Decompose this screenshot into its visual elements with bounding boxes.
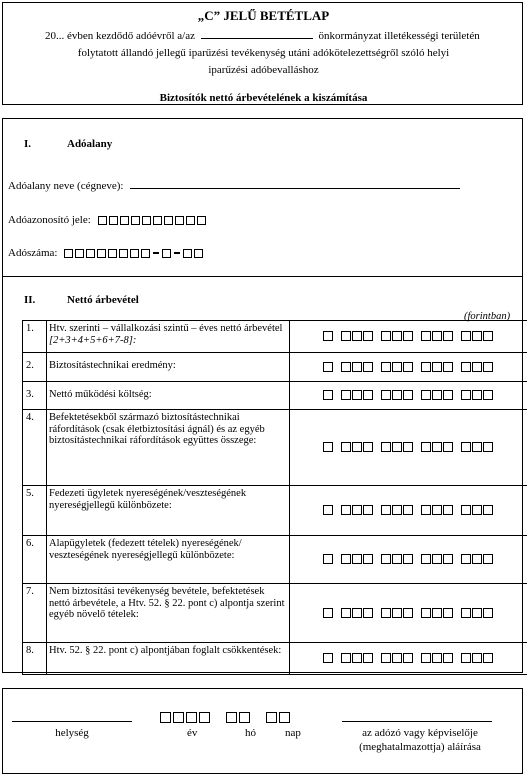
- amount-boxes[interactable]: [290, 382, 527, 410]
- place-field[interactable]: [12, 721, 132, 722]
- row-label: Htv. szerinti – vállalkozási szintű – éves nettó árbevétel [2+3+4+5+6+7-8]:: [47, 321, 290, 353]
- table-row: [23, 321, 527, 353]
- section1-title: Adóalany: [67, 138, 113, 150]
- row-number: 4.: [23, 410, 47, 486]
- amount-boxes[interactable]: [290, 486, 527, 536]
- signature-field[interactable]: [342, 721, 492, 722]
- signature-label-1: az adózó vagy képviselője: [362, 727, 478, 739]
- row-label: Befektetésekből származó biztosítástechnikai ráfordítások (csak életbiztosítási ágnál) és az egyéb biztosítástechnikai ráfordítások együttes összege:: [47, 410, 290, 486]
- taxpayer-name-label: Adóalany neve (cégneve):: [8, 180, 124, 192]
- row-number: 7.: [23, 584, 47, 643]
- table-row: [23, 584, 527, 643]
- table-row: [23, 410, 527, 486]
- section1-number: I.: [24, 138, 32, 150]
- section-divider: [2, 276, 523, 277]
- row-label: Nem biztosítási tevékenység bevétele, befektetések nettó árbevétele, a Htv. 52. § 22. pont c) alpontja szerint egyéb növelő tételek:: [47, 584, 290, 643]
- header-subtitle: Biztosítók nettó árbevételének a kiszámítása: [159, 92, 368, 104]
- place-label: helység: [55, 727, 89, 739]
- table-row: [23, 382, 527, 410]
- year-label: év: [187, 727, 198, 739]
- amount-boxes[interactable]: [290, 584, 527, 643]
- tax-id-label: Adóazonosító jele:: [8, 214, 91, 226]
- row-number: 3.: [23, 382, 47, 410]
- signature-label-2: (meghatalmazottja) aláírása: [359, 741, 481, 753]
- table-row: [23, 353, 527, 382]
- tax-id-row: [8, 214, 208, 226]
- table-row: [23, 536, 527, 584]
- tax-number-label: Adószáma:: [8, 247, 58, 259]
- revenue-table: [22, 320, 527, 675]
- month-label: hó: [245, 727, 256, 739]
- row-label: Nettó működési költség:: [47, 382, 290, 410]
- tax-id-boxes[interactable]: [98, 214, 208, 226]
- table-row: [23, 486, 527, 536]
- municipality-field[interactable]: [201, 38, 313, 39]
- header-line-3: iparűzési adóbevalláshoz: [208, 64, 319, 76]
- section2-number: II.: [24, 294, 36, 306]
- header-line-2: folytatott állandó jellegű iparűzési tevékenység utáni adókötelezettségről szóló helyi: [77, 47, 450, 59]
- form-title: „C” JELŰ BETÉTLAP: [197, 8, 330, 23]
- date-boxes[interactable]: [160, 708, 292, 726]
- row-number: 1.: [23, 321, 47, 353]
- header-line-1a: 20... évben kezdődő adóévről a/az: [45, 30, 195, 42]
- row-number: 8.: [23, 643, 47, 675]
- amount-boxes[interactable]: [290, 353, 527, 382]
- amount-boxes[interactable]: [290, 643, 527, 675]
- section2-title: Nettó árbevétel: [67, 294, 139, 306]
- tax-number-boxes[interactable]: [64, 247, 205, 259]
- header-line-1: [45, 30, 480, 42]
- amount-boxes[interactable]: [290, 536, 527, 584]
- row-number: 5.: [23, 486, 47, 536]
- row-label: Htv. 52. § 22. pont c) alpontjában foglalt csökkentések:: [47, 643, 290, 675]
- row-number: 6.: [23, 536, 47, 584]
- day-label: nap: [285, 727, 301, 739]
- amount-boxes[interactable]: [290, 321, 527, 353]
- row-label: Fedezeti ügyletek nyereségének/veszteségének nyereségjellegű különbözete:: [47, 486, 290, 536]
- amount-boxes[interactable]: [290, 410, 527, 486]
- taxpayer-name-field[interactable]: [130, 188, 460, 189]
- taxpayer-name-row: [8, 180, 460, 192]
- row-label: Alapügyletek (fedezett tételek) nyereségének/ veszteségének nyereségjellegű különbözete:: [47, 536, 290, 584]
- table-row: [23, 643, 527, 675]
- unit-label: (forintban): [464, 311, 511, 322]
- row-number: 2.: [23, 353, 47, 382]
- tax-number-row: [8, 247, 205, 259]
- header-line-1b: önkormányzat illetékességi területén: [318, 30, 480, 42]
- row-label: Biztosítástechnikai eredmény:: [47, 353, 290, 382]
